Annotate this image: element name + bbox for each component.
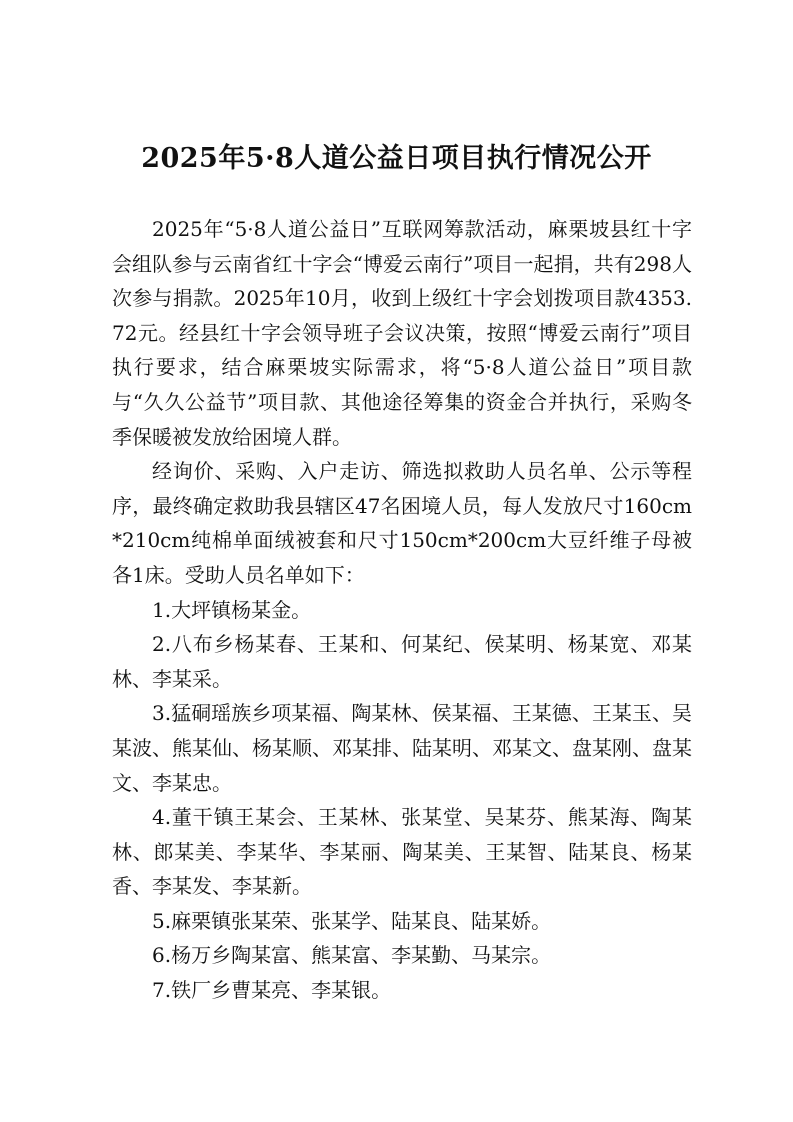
recipient-list-item: 6.杨万乡陶某富、熊某富、李某勤、马某宗。 (152, 943, 552, 968)
recipient-list-item: 2.八布乡杨某春、王某和、何某纪、侯某明、杨某宽、邓某林、李某采。 (112, 632, 692, 691)
recipient-list-item: 3.猛硐瑶族乡项某福、陶某林、侯某福、王某德、王某玉、吴某波、熊某仙、杨某顺、邓某排、陆某明、邓某文、盘某刚、盘某文、李某忠。 (112, 701, 692, 795)
intro-paragraph: 2025年“5·8人道公益日”互联网筹款活动，麻栗坡县红十字会组队参与云南省红十字会“博爱云南行”项目一起捐，共有298人次参与捐款。2025年10月，收到上级红十字会划拨项目款4353.72元。经县红十字会领导班子会议决策，按照“博爱云南行”项目执行要求，结合麻栗坡实际需求，将“5·8人道公益日”项目款与“久久公益节”项目款、其他途径筹集的资金合并执行，采购冬季保暖被发放给困境人群。 (112, 217, 692, 449)
process-paragraph: 经询价、采购、入户走访、筛选拟救助人员名单、公示等程序，最终确定救助我县辖区47名困境人员，每人发放尺寸160cm*210cm纯棉单面绒被套和尺寸150cm*200cm大豆纤维子母被各1床。受助人员名单如下： (112, 459, 692, 587)
recipient-list-item: 5.麻栗镇张某荣、张某学、陆某良、陆某娇。 (152, 908, 552, 933)
recipient-list-item: 7.铁厂乡曹某亮、李某银。 (152, 978, 392, 1003)
recipient-list-item: 4.董干镇王某会、王某林、张某堂、吴某芬、熊某海、陶某林、郎某美、李某华、李某丽、陶某美、王某智、陆某良、杨某香、李某发、李某新。 (112, 805, 692, 899)
recipient-list-item: 1.大坪镇杨某金。 (152, 597, 312, 622)
document-body (112, 212, 692, 1008)
document-title: 2025年5·8人道公益日项目执行情况公开 (141, 143, 652, 174)
